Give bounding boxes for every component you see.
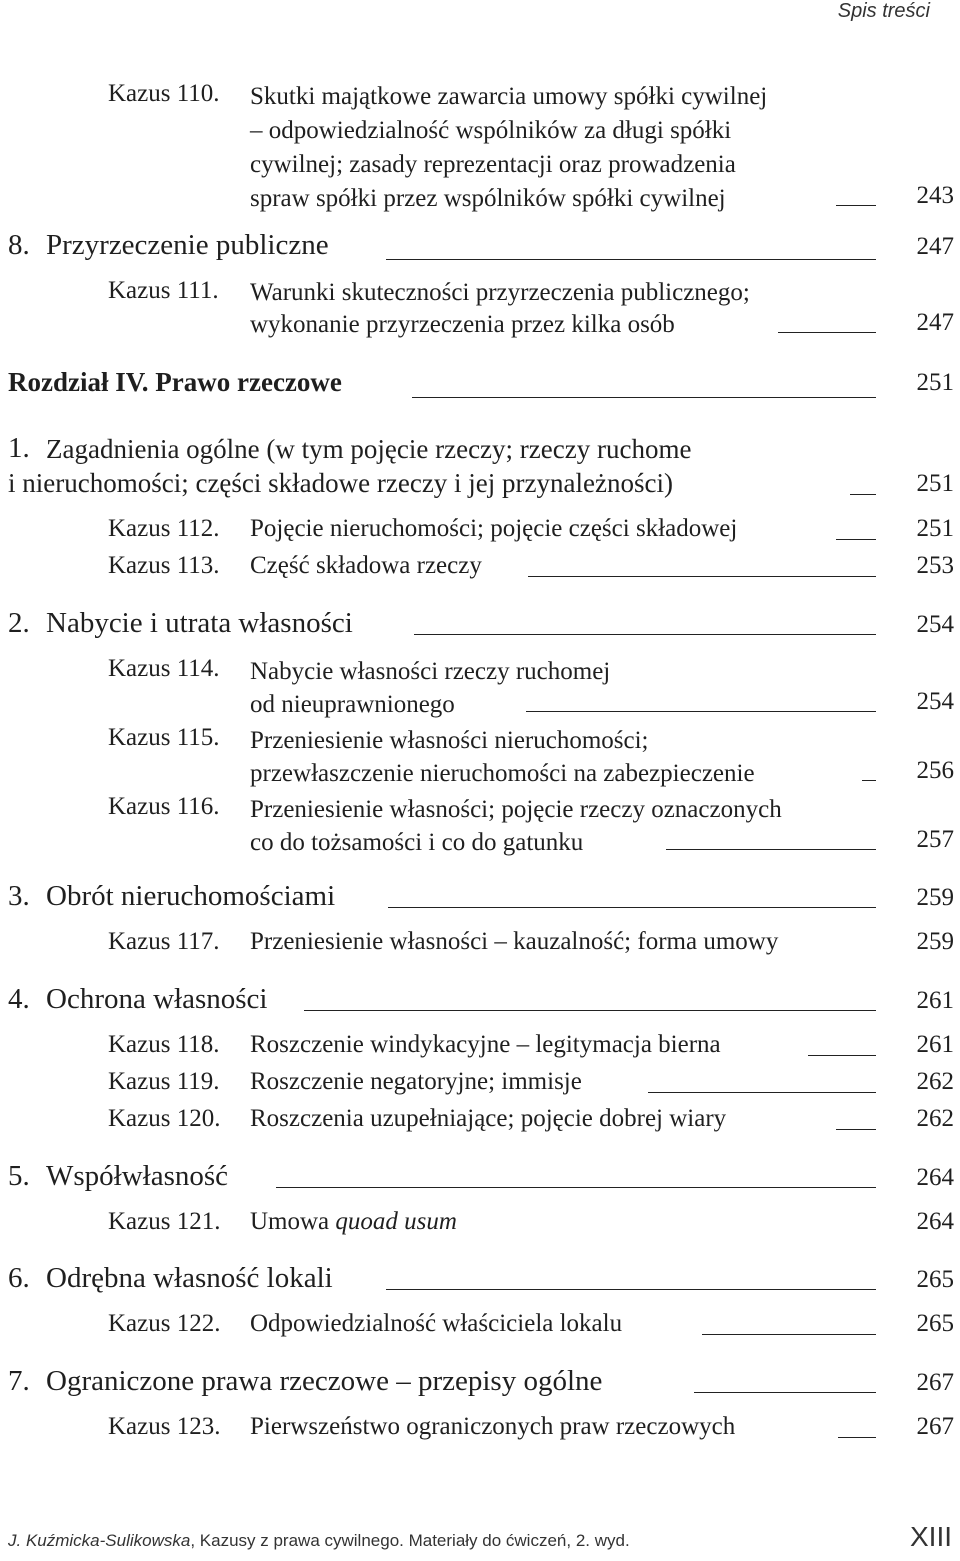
dot-leader: [386, 1289, 876, 1290]
entry-title: Przeniesienie własności – kauzalność; forma umowy: [250, 928, 779, 955]
page-number: 247: [916, 233, 954, 260]
entry-title-text: Umowa: [250, 1208, 330, 1235]
page-number: 254: [916, 688, 954, 715]
kazus-label: Kazus 119.: [108, 1068, 220, 1095]
dot-leader: [666, 849, 876, 850]
dot-leader: [648, 1092, 876, 1093]
page-number: 265: [916, 1266, 954, 1293]
dot-leader: [836, 1129, 876, 1130]
page-number: 262: [916, 1068, 954, 1095]
kazus-label: Kazus 115.: [108, 724, 220, 751]
page-number: 256: [916, 757, 954, 784]
section-number: 7.: [8, 1365, 30, 1397]
entry-title-line: Nabycie własności rzeczy ruchomej: [250, 658, 611, 685]
kazus-label: Kazus 111.: [108, 277, 219, 304]
entry-title: Roszczenia uzupełniające; pojęcie dobrej wiary: [250, 1105, 727, 1132]
entry-title: [250, 724, 755, 790]
section-title: Ograniczone prawa rzeczowe – przepisy ogólne: [46, 1365, 603, 1397]
kazus-label: Kazus 118.: [108, 1031, 220, 1058]
section-number: 8.: [8, 229, 30, 261]
page-number: 243: [916, 182, 954, 209]
entry-title-line: spraw spółki przez wspólników spółki cywilnej: [250, 185, 726, 212]
entry-title: Odpowiedzialność właściciela lokalu: [250, 1310, 623, 1337]
entry-title: Roszczenie negatoryjne; immisje: [250, 1068, 582, 1095]
chapter-title: Rozdział IV. Prawo rzeczowe: [8, 367, 342, 397]
section-title: [46, 432, 691, 466]
dot-leader: [836, 205, 876, 206]
section-title-continuation: i nieruchomości; części składowe rzeczy i jej przynależności): [8, 468, 673, 498]
section-title: Obrót nieruchomościami: [46, 880, 336, 912]
dot-leader: [694, 1392, 876, 1393]
page-number: 259: [916, 884, 954, 911]
page-number: 261: [916, 987, 954, 1014]
dot-leader: [414, 634, 876, 635]
dot-leader: [528, 576, 876, 577]
page-number: 251: [916, 470, 954, 497]
dot-leader: [412, 397, 876, 398]
dot-leader: [702, 1334, 876, 1335]
section-number: 6.: [8, 1262, 30, 1294]
entry-title-line: Warunki skuteczności przyrzeczenia publicznego;: [250, 279, 750, 306]
entry-title-italic: quoad usum: [335, 1208, 457, 1235]
entry-title-line: Skutki majątkowe zawarcia umowy spółki cywilnej: [250, 83, 768, 110]
kazus-label: Kazus 120.: [108, 1105, 221, 1132]
page-number: 259: [916, 928, 954, 955]
kazus-label: Kazus 123.: [108, 1413, 221, 1440]
running-header: Spis treści: [837, 0, 930, 22]
section-number: 2.: [8, 607, 30, 639]
kazus-label: Kazus 114.: [108, 655, 220, 682]
entry-title-line: Przeniesienie własności nieruchomości;: [250, 727, 649, 754]
dot-leader: [304, 1010, 876, 1011]
section-number: 1.: [8, 432, 30, 464]
dot-leader: [808, 1055, 876, 1056]
dot-leader: [838, 1437, 876, 1438]
page-number: 257: [916, 826, 954, 853]
page-number-roman: XIII: [909, 1521, 952, 1552]
section-title: Przyrzeczenie publiczne: [46, 229, 329, 261]
dot-leader: [526, 711, 876, 712]
dot-leader: [388, 907, 876, 908]
dot-leader: [850, 494, 876, 495]
page-number: 261: [916, 1031, 954, 1058]
dot-leader: [386, 259, 876, 260]
kazus-label: Kazus 117.: [108, 928, 220, 955]
kazus-label: Kazus 121.: [108, 1208, 221, 1235]
page-number: 253: [916, 552, 954, 579]
section-title: Ochrona własności: [46, 983, 268, 1015]
page-footer: [8, 1531, 630, 1551]
entry-title-line: od nieuprawnionego: [250, 691, 455, 718]
page-number: 267: [916, 1369, 954, 1396]
kazus-label: Kazus 110.: [108, 80, 220, 107]
section-number: 3.: [8, 880, 30, 912]
dot-leader: [862, 780, 876, 781]
page-number: 265: [916, 1310, 954, 1337]
entry-title-line: cywilnej; zasady reprezentacji oraz prowadzenia: [250, 151, 736, 178]
page-number: 251: [916, 369, 954, 396]
entry-title: Roszczenie windykacyjne – legitymacja bierna: [250, 1031, 721, 1058]
footer-book-title: , Kazusy z prawa cywilnego. Materiały do ćwiczeń, 2. wyd.: [190, 1531, 630, 1550]
section-title-line: Zagadnienia ogólne (w tym pojęcie rzeczy; rzeczy ruchome: [46, 434, 692, 464]
entry-title: Część składowa rzeczy: [250, 552, 482, 579]
page-number: 251: [916, 515, 954, 542]
entry-title: [250, 277, 750, 341]
page-number: 264: [916, 1164, 954, 1191]
entry-title: [250, 1208, 457, 1236]
section-title: Współwłasność: [46, 1160, 229, 1192]
page-number: 267: [916, 1413, 954, 1440]
page-number: 264: [916, 1208, 954, 1235]
dot-leader: [778, 332, 876, 333]
page-number: 247: [916, 309, 954, 336]
kazus-label: Kazus 113.: [108, 552, 220, 579]
page-number: 254: [916, 611, 954, 638]
dot-leader: [836, 539, 876, 540]
page-number: 262: [916, 1105, 954, 1132]
section-number: 5.: [8, 1160, 30, 1192]
entry-title: [250, 80, 767, 216]
kazus-label: Kazus 122.: [108, 1310, 221, 1337]
entry-title-line: – odpowiedzialność wspólników za długi spółki: [250, 117, 732, 144]
entry-title: Pierwszeństwo ograniczonych praw rzeczowych: [250, 1413, 736, 1440]
section-title: Nabycie i utrata własności: [46, 607, 353, 639]
section-title: Odrębna własność lokali: [46, 1262, 333, 1294]
kazus-label: Kazus 112.: [108, 515, 220, 542]
footer-author: J. Kuźmicka-Sulikowska: [8, 1531, 191, 1550]
entry-title-line: wykonanie przyrzeczenia przez kilka osób: [250, 311, 675, 338]
entry-title-line: Przeniesienie własności; pojęcie rzeczy oznaczonych: [250, 796, 782, 823]
dot-leader: [276, 1187, 876, 1188]
kazus-label: Kazus 116.: [108, 793, 220, 820]
entry-title-line: przewłaszczenie nieruchomości na zabezpieczenie: [250, 760, 755, 787]
entry-title: Pojęcie nieruchomości; pojęcie części składowej: [250, 515, 738, 542]
section-number: 4.: [8, 983, 30, 1015]
entry-title-line: co do tożsamości i co do gatunku: [250, 829, 584, 856]
